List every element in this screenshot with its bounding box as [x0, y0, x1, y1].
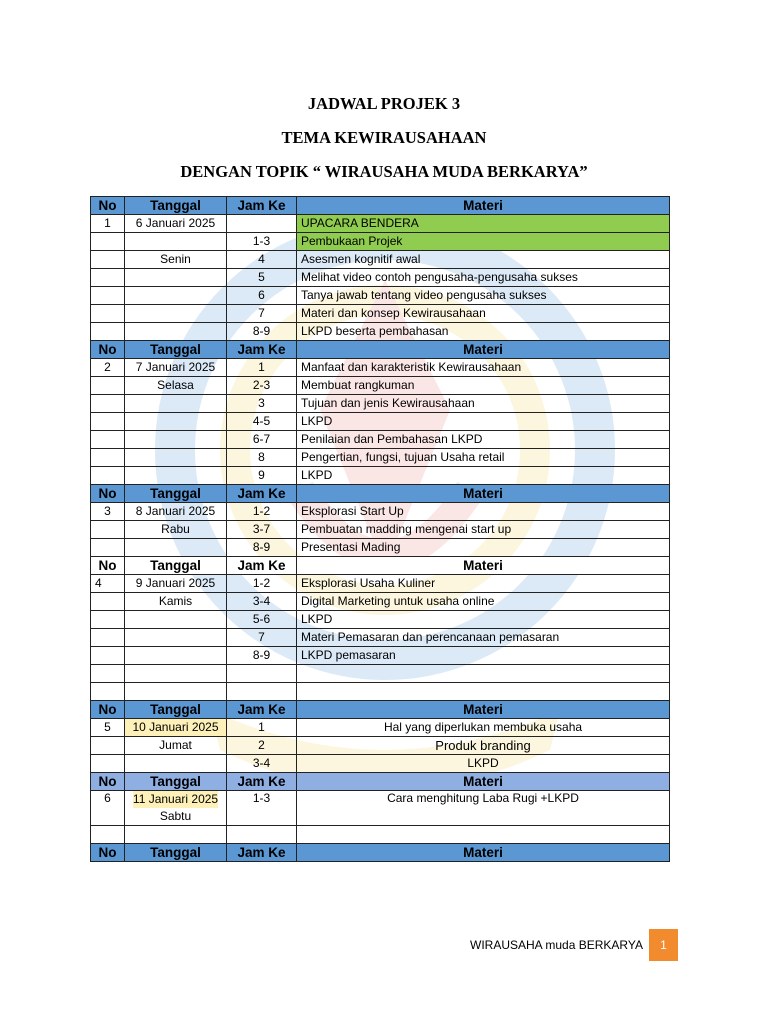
- table-row: [91, 215, 670, 233]
- title-block: [0, 94, 768, 196]
- jam-cell: 4: [227, 251, 297, 269]
- jam-cell: 7: [227, 305, 297, 323]
- day-no: 5: [91, 719, 125, 737]
- header-jam: Jam Ke: [227, 557, 297, 575]
- materi-cell: Penilaian dan Pembahasan LKPD: [297, 431, 670, 449]
- header-no: No: [91, 341, 125, 359]
- header-materi: Materi: [297, 197, 670, 215]
- jam-cell: 6-7: [227, 431, 297, 449]
- day-no: 3: [91, 503, 125, 521]
- table-row: [91, 269, 670, 287]
- day-date: 11 Januari 2025: [132, 792, 219, 806]
- table-header-row: [91, 773, 670, 791]
- materi-cell: Asesmen kognitif awal: [297, 251, 670, 269]
- header-no: No: [91, 844, 125, 862]
- jam-cell: 1-2: [227, 575, 297, 593]
- header-tanggal: Tanggal: [125, 773, 227, 791]
- header-jam: Jam Ke: [227, 197, 297, 215]
- table-row: [91, 575, 670, 593]
- header-jam: Jam Ke: [227, 773, 297, 791]
- table-row: [91, 737, 670, 755]
- jam-cell: 5: [227, 269, 297, 287]
- table-row: [91, 683, 670, 701]
- table-row: [91, 719, 670, 737]
- header-materi: Materi: [297, 557, 670, 575]
- materi-cell: Melihat video contoh pengusaha-pengusaha sukses: [297, 269, 670, 287]
- materi-cell: UPACARA BENDERA: [297, 215, 670, 233]
- materi-cell: LKPD: [297, 413, 670, 431]
- title-line-1: JADWAL PROJEK 3: [307, 94, 461, 113]
- table-header-row: [91, 557, 670, 575]
- day-no: 2: [91, 359, 125, 377]
- materi-cell: LKPD: [297, 467, 670, 485]
- table-row: [91, 467, 670, 485]
- materi-cell: LKPD: [297, 611, 670, 629]
- materi-cell: Materi dan konsep Kewirausahaan: [297, 305, 670, 323]
- table-row: [91, 611, 670, 629]
- table-row: [91, 593, 670, 611]
- jam-cell: 9: [227, 467, 297, 485]
- table-row: [91, 791, 670, 826]
- day-date: 6 Januari 2025: [125, 215, 227, 233]
- materi-cell: Eksplorasi Start Up: [297, 503, 670, 521]
- materi-cell: Digital Marketing untuk usaha online: [297, 593, 670, 611]
- materi-cell: Presentasi Mading: [297, 539, 670, 557]
- materi-cell: Produk branding: [297, 737, 670, 755]
- header-materi: Materi: [297, 844, 670, 862]
- day-no: 1: [91, 215, 125, 233]
- jam-cell: 2-3: [227, 377, 297, 395]
- jam-cell: 3: [227, 395, 297, 413]
- table-row: [91, 665, 670, 683]
- day-date: 7 Januari 2025: [125, 359, 227, 377]
- day-name: Selasa: [125, 377, 227, 395]
- page-number-badge: 1: [649, 929, 678, 961]
- jam-cell: 5-6: [227, 611, 297, 629]
- header-tanggal: Tanggal: [125, 844, 227, 862]
- materi-cell: Manfaat dan karakteristik Kewirausahaan: [297, 359, 670, 377]
- day-no: 4: [91, 575, 125, 593]
- day-name: Jumat: [125, 737, 227, 755]
- header-materi: Materi: [297, 485, 670, 503]
- day-date: 10 Januari 2025: [125, 719, 227, 737]
- header-no: No: [91, 557, 125, 575]
- header-jam: Jam Ke: [227, 701, 297, 719]
- table-row: [91, 233, 670, 251]
- table-row: [91, 755, 670, 773]
- materi-cell: Materi Pemasaran dan perencanaan pemasaran: [297, 629, 670, 647]
- jam-cell: 1-2: [227, 503, 297, 521]
- table-header-row: [91, 701, 670, 719]
- header-tanggal: Tanggal: [125, 485, 227, 503]
- table-header-row: [91, 197, 670, 215]
- table-row: [91, 305, 670, 323]
- footer-text: WIRAUSAHA muda BERKARYA: [470, 938, 643, 952]
- jam-cell: 8-9: [227, 647, 297, 665]
- materi-cell: LKPD pemasaran: [297, 647, 670, 665]
- header-tanggal: Tanggal: [125, 197, 227, 215]
- table-row: [91, 395, 670, 413]
- header-tanggal: Tanggal: [125, 557, 227, 575]
- table-row: [91, 287, 670, 305]
- table-header-row: [91, 341, 670, 359]
- table-header-row: [91, 844, 670, 862]
- title-line-2: TEMA KEWIRAUSAHAAN: [281, 128, 487, 147]
- materi-cell: Eksplorasi Usaha Kuliner: [297, 575, 670, 593]
- jam-cell: 6: [227, 287, 297, 305]
- day-no: 6: [91, 791, 125, 826]
- day-name: Sabtu: [159, 809, 192, 823]
- day-date: 8 Januari 2025: [125, 503, 227, 521]
- table-row: [91, 647, 670, 665]
- materi-cell: Pembuatan madding mengenai start up: [297, 521, 670, 539]
- jam-cell: 3-4: [227, 755, 297, 773]
- schedule-table: [90, 196, 670, 862]
- materi-cell: Tanya jawab tentang video pengusaha sukses: [297, 287, 670, 305]
- jam-cell: 2: [227, 737, 297, 755]
- table-row: [91, 323, 670, 341]
- materi-cell: Hal yang diperlukan membuka usaha: [297, 719, 670, 737]
- table-row: [91, 449, 670, 467]
- header-jam: Jam Ke: [227, 341, 297, 359]
- table-row: [91, 539, 670, 557]
- materi-cell: LKPD: [297, 755, 670, 773]
- jam-cell: 8-9: [227, 539, 297, 557]
- day-name: Senin: [125, 251, 227, 269]
- jam-cell: [227, 215, 297, 233]
- jam-cell: 3-7: [227, 521, 297, 539]
- materi-cell: Cara menghitung Laba Rugi +LKPD: [297, 791, 670, 826]
- table-row: [91, 431, 670, 449]
- materi-cell: Pengertian, fungsi, tujuan Usaha retail: [297, 449, 670, 467]
- materi-cell: Tujuan dan jenis Kewirausahaan: [297, 395, 670, 413]
- day-name: Rabu: [125, 521, 227, 539]
- header-tanggal: Tanggal: [125, 701, 227, 719]
- header-no: No: [91, 485, 125, 503]
- jam-cell: 1: [227, 359, 297, 377]
- jam-cell: 3-4: [227, 593, 297, 611]
- header-no: No: [91, 197, 125, 215]
- day-name: Kamis: [125, 593, 227, 611]
- table-row: [91, 826, 670, 844]
- header-materi: Materi: [297, 341, 670, 359]
- table-header-row: [91, 485, 670, 503]
- jam-cell: 4-5: [227, 413, 297, 431]
- day-date-cell: [125, 791, 227, 826]
- jam-cell: 8-9: [227, 323, 297, 341]
- table-row: [91, 251, 670, 269]
- table-row: [91, 629, 670, 647]
- jam-cell: 1-3: [227, 233, 297, 251]
- jam-cell: 8: [227, 449, 297, 467]
- header-jam: Jam Ke: [227, 485, 297, 503]
- table-row: [91, 503, 670, 521]
- jam-cell: 1: [227, 719, 297, 737]
- materi-cell: Pembukaan Projek: [297, 233, 670, 251]
- header-no: No: [91, 773, 125, 791]
- table-row: [91, 521, 670, 539]
- day-date: 9 Januari 2025: [125, 575, 227, 593]
- materi-cell: LKPD beserta pembahasan: [297, 323, 670, 341]
- header-materi: Materi: [297, 701, 670, 719]
- header-materi: Materi: [297, 773, 670, 791]
- jam-cell: 7: [227, 629, 297, 647]
- materi-cell: Membuat rangkuman: [297, 377, 670, 395]
- jam-cell: 1-3: [227, 791, 297, 826]
- table-row: [91, 413, 670, 431]
- title-line-3: DENGAN TOPIK “ WIRAUSAHA MUDA BERKARYA”: [180, 162, 588, 181]
- header-no: No: [91, 701, 125, 719]
- header-tanggal: Tanggal: [125, 341, 227, 359]
- header-jam: Jam Ke: [227, 844, 297, 862]
- table-row: [91, 359, 670, 377]
- table-row: [91, 377, 670, 395]
